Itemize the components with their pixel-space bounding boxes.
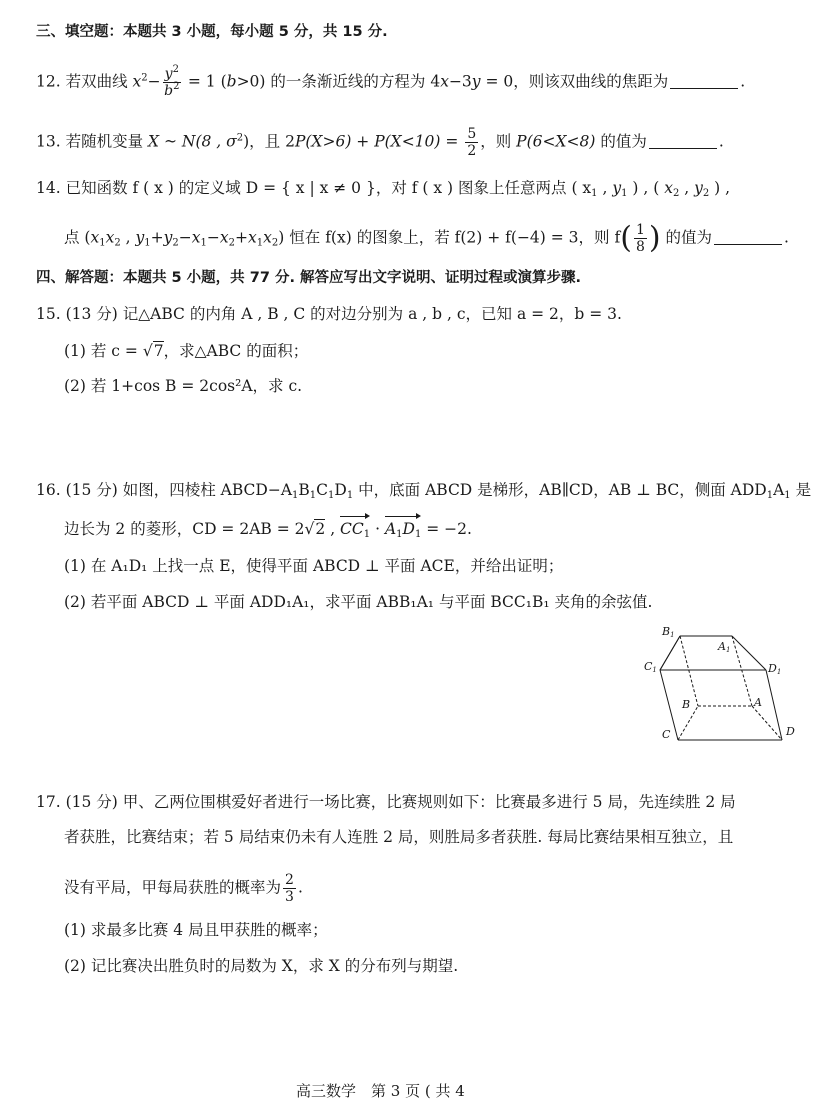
question-13: 13. 若随机变量 X ~ N(8 , $\sigma^2$)，且 2P(X>6) + P(X<10) = $\frac{5}{2}$ ，则 P(6<X<8) 的值为 . <box>36 126 724 159</box>
label-A: A <box>754 696 762 709</box>
label-A1: A1 <box>718 640 731 654</box>
answer-blank <box>714 230 782 245</box>
question-16-line-2: 边长为 2 的菱形，CD = 2AB = 2√2 , $CC_1 \cdot A_1D_1 = -2$. <box>64 520 472 540</box>
label-B1: B1 <box>662 625 675 639</box>
question-16-part-2: (2) 若平面 ABCD ⊥ 平面 ADD₁A₁，求平面 ABB₁A₁ 与平面 BCC₁B₁ 夹角的余弦值. <box>64 593 653 611</box>
question-17-part-1: (1) 求最多比赛 4 局且甲获胜的概率； <box>64 921 328 939</box>
question-number: 12. <box>36 72 66 91</box>
question-16-head: 16. (15 分) 如图，四棱柱 $ABCD-A_1B_1C_1D_1$ 中，底面 ABCD 是梯形，AB∥CD，AB ⊥ BC，侧面 $ADD_1A_1$ 是 <box>36 481 812 501</box>
question-17-line-3: 没有平局，甲每局获胜的概率为 $\frac{2}{3}$ . <box>64 872 303 905</box>
label-C1: C1 <box>644 660 657 674</box>
question-15-part-1: (1) 若 c = √7，求△ABC 的面积； <box>64 342 309 360</box>
question-number: 14. <box>36 179 66 197</box>
section-4-heading: 四、解答题：本题共 5 小题，共 77 分. 解答应写出文字说明、证明过程或演算步骤. <box>36 270 582 286</box>
label-D: D <box>786 725 795 738</box>
section-3-heading: 三、填空题：本题共 3 小题，每小题 5 分，共 15 分. <box>36 24 388 40</box>
label-C: C <box>662 728 671 741</box>
question-15-head: 15. (13 分) 记△ABC 的内角 A , B , C 的对边分别为 a , b , c，已知 a = 2，b = 3. <box>36 305 622 323</box>
label-B: B <box>682 698 691 711</box>
question-17-line-2: 者获胜，比赛结束；若 5 局结束仍未有人连胜 2 局，则胜局多者获胜. 每局比赛结果相互独立，且 <box>64 828 734 846</box>
question-number: 13. <box>36 132 66 151</box>
fraction: $\frac{2}{3}$ <box>285 872 294 905</box>
question-15-part-2: (2) 若 1+cos B = 2cos²A，求 c. <box>64 377 303 395</box>
answer-blank <box>670 74 738 89</box>
question-17-part-2: (2) 记比赛决出胜负时的局数为 X，求 X 的分布列与期望. <box>64 957 459 975</box>
question-14-line-1: 14. 已知函数 f ( x ) 的定义域 D = { x | x ≠ 0 }，对 f ( x ) 图象上任意两点 ( $x_1$ , $y_1$ ) , ( $x_2$ , $y_2$ ) , <box>36 179 731 199</box>
page-footer: 高三数学 第 3 页 ( 共 4 <box>296 1082 465 1100</box>
fraction: $\frac{1}{8}$ <box>635 222 645 255</box>
label-D1: D1 <box>768 662 782 676</box>
question-17-line-1: 17. (15 分) 甲、乙两位围棋爱好者进行一场比赛，比赛规则如下：比赛最多进行 5 局，先连续胜 2 局 <box>36 793 736 811</box>
answer-blank <box>649 134 717 149</box>
question-16-part-1: (1) 在 A₁D₁ 上找一点 E，使得平面 ABCD ⊥ 平面 ACE，并给出证明； <box>64 557 564 575</box>
fraction: $\frac{5}{2}$ <box>467 126 477 159</box>
question-12: 12. 若双曲线 $x^2-$ $\frac{y^2}{b^2}$ = 1 (b>0) 的一条渐近线的方程为 4x−3y = 0，则该双曲线的焦距为 . <box>36 64 746 99</box>
fraction: $\frac{y^2}{b^2}$ <box>164 64 180 99</box>
prism-figure <box>640 620 800 750</box>
question-14-line-2: 点 ($x_1x_2$ , $y_1+y_2-x_1-x_2+x_1x_2$) 恒在 f(x) 的图象上，若 f(2) + f(−4) = 3，则 f( $\frac{1}{8}$ ) 的值为 . <box>64 220 789 256</box>
